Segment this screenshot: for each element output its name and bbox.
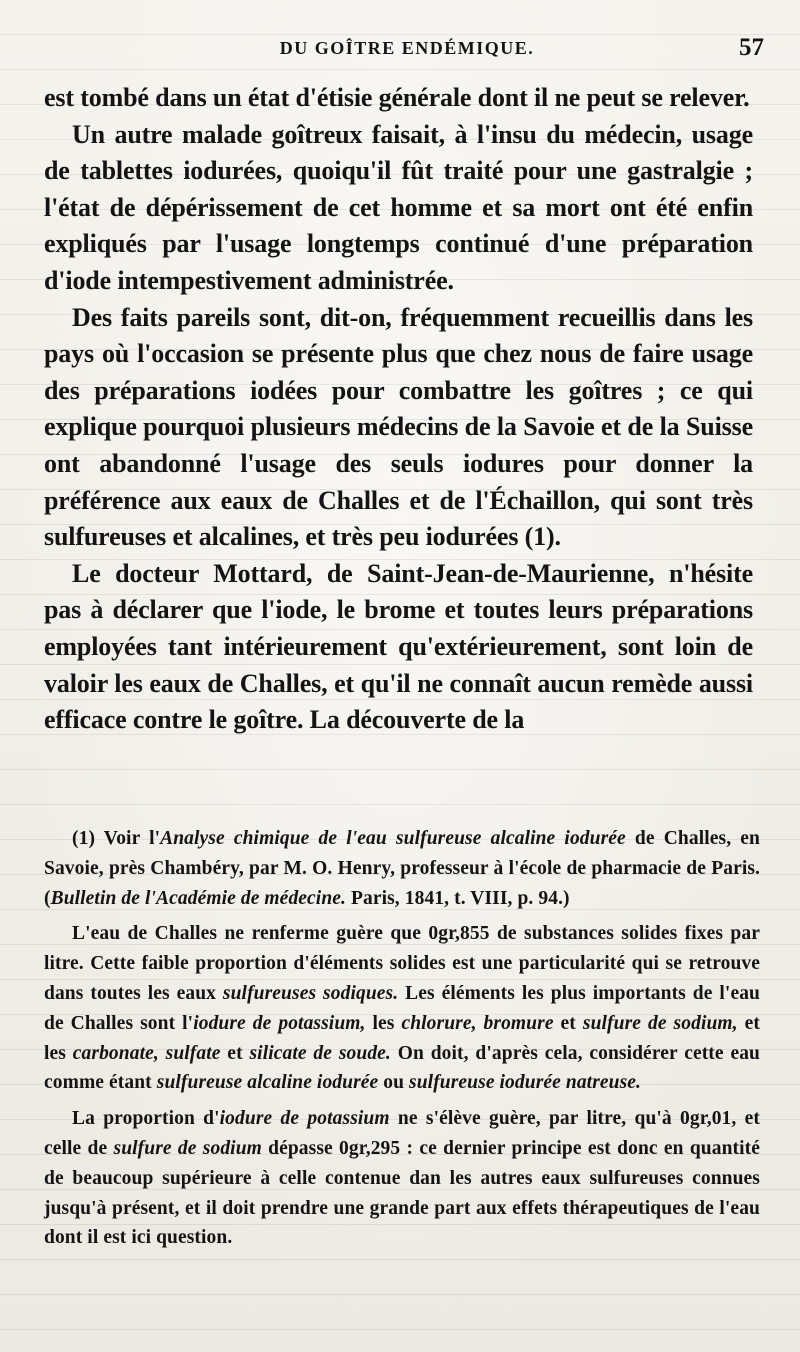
footnote-text: Les éléments les plus importants de l'eau de Challes sont l' <box>44 982 760 1034</box>
paragraph-3: Des faits pareils sont, dit-on, fréquemment recueillis dans les pays où l'occasion se présente plus que chez nous de faire usage des préparations iodées pour combattre les goîtres ; ce qui explique pourquoi plusieurs médecins de la Savoie et de la Suisse ont abandonné l'usage des seuls iodures pour donner la préférence aux eaux de Challes et de l'Échaillon, qui sont très sulfureuses et alcalines, et très peu iodurées (1). <box>44 302 753 552</box>
page-number: 57 <box>739 34 764 61</box>
paragraph-1: est tombé dans un état d'étisie générale dont il ne peut se relever. <box>44 83 750 112</box>
footnote-text: de Challes, en Savoie, près Chambéry, par M. O. Henry, professeur à l'école de pharmacie de Paris. ( <box>44 828 760 909</box>
footnote-text: et <box>553 1012 583 1034</box>
footnote-italic: sulfureuses sodiques. <box>222 982 399 1004</box>
footnote-text: les <box>365 1012 402 1034</box>
footnote-italic: sulfureuse alcaline iodurée <box>156 1072 379 1094</box>
footnote-1 <box>44 824 760 913</box>
footnote-text: (1) Voir l' <box>72 828 161 849</box>
footnote-italic: carbonate, sulfate <box>72 1042 221 1064</box>
footnote-text: et les <box>44 1012 760 1064</box>
footnote-text: ou <box>378 1072 410 1094</box>
footnote-text: dépasse 0gr,295 : ce dernier principe est donc en quantité de beaucoup supérieure à celle contenue dan les autres eaux sulfureuses connues jusqu'à présent, et il doit prendre une grande part aux effets thérapeutiques de l'eau dont il est ici question. <box>44 1137 760 1249</box>
footnote-italic: silicate de soude. <box>249 1042 391 1064</box>
footnote-text: ne s'élève guère, par litre, qu'à 0gr,01, et celle de <box>44 1108 761 1159</box>
page-header <box>44 34 770 64</box>
footnote-text: On doit, d'après cela, considérer cette eau comme étant <box>44 1042 761 1094</box>
footnote-paragraph-2 <box>44 919 760 1098</box>
footnote-italic: chlorure, bromure <box>401 1012 554 1034</box>
footnote-text: Paris, 1841, t. VIII, p. 94.) <box>346 887 570 909</box>
main-text <box>44 80 753 739</box>
running-title: DU GOÎTRE ENDÉMIQUE. <box>279 38 535 58</box>
footnote-text: L'eau de Challes ne renferme guère que 0gr,855 de substances solides fixes par litre. Cette faible proportion d'éléments solides est une particularité qui se retrouve dans toutes les eaux <box>44 923 760 1004</box>
footnote-text: La proportion d' <box>72 1108 220 1130</box>
footnote-italic: iodure de potassium, <box>193 1012 366 1034</box>
paragraph-4: Le docteur Mottard, de Saint-Jean-de-Maurienne, n'hésite pas à déclarer que l'iode, le brome et toutes leurs préparations employées tant intérieurement qu'extérieurement, sont loin de valoir les eaux de Challes, et qu'il ne connaît aucun remède aussi efficace contre le goître. La découverte de la <box>44 558 753 735</box>
footnote-italic: sulfure de sodium, <box>582 1012 738 1034</box>
footnote-italic: iodure de potassium <box>219 1108 390 1130</box>
footnote-italic: sulfureuse iodurée natreuse. <box>409 1072 642 1094</box>
footnotes <box>44 824 760 1259</box>
footnote-italic: Bulletin de l'Académie de médecine. <box>50 887 346 909</box>
footnote-italic: Analyse chimique de l'eau sulfureuse alcaline iodurée <box>160 828 626 849</box>
footnote-paragraph-3 <box>44 1104 760 1253</box>
footnote-italic: sulfure de sodium <box>113 1137 262 1159</box>
paragraph-2: Un autre malade goîtreux faisait, à l'insu du médecin, usage de tablettes iodurées, quoiqu'il fût traité pour une gastralgie ; l'état de dépérissement de cet homme et sa mort ont été enfin expliqués par l'usage longtemps continué d'une préparation d'iode intempestivement administrée. <box>44 119 753 295</box>
footnote-text: et <box>220 1042 250 1064</box>
